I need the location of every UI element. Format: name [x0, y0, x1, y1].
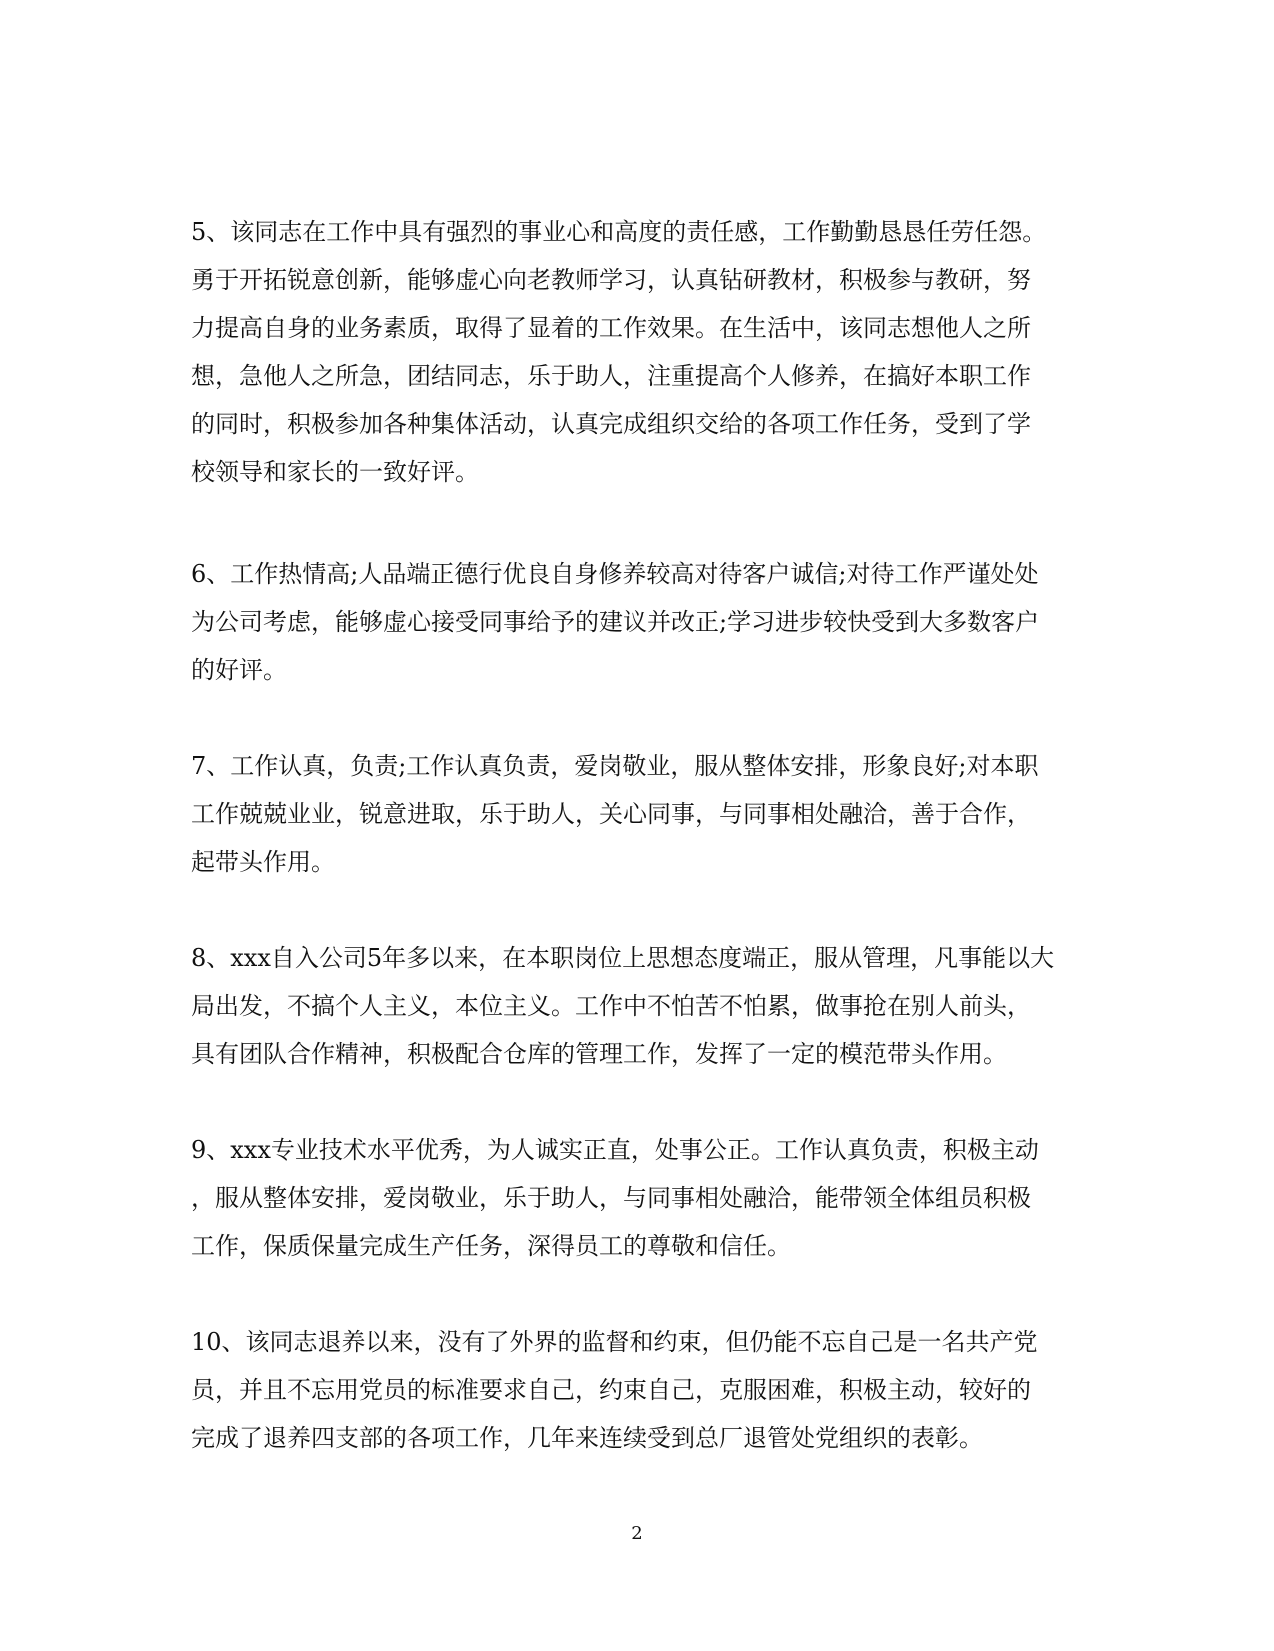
- paragraph-line: 校领导和家长的一致好评。: [191, 458, 479, 486]
- paragraph-line: 10、该同志退养以来，没有了外界的监督和约束，但仍能不忘自己是一名共产党: [191, 1328, 1038, 1356]
- paragraph-line: 局出发，不搞个人主义，本位主义。工作中不怕苦不怕累，做事抢在别人前头，: [191, 992, 1031, 1020]
- page-number: 2: [631, 1523, 643, 1544]
- paragraph-line: 的好评。: [191, 656, 287, 684]
- paragraph-line: 具有团队合作精神，积极配合仓库的管理工作，发挥了一定的模范带头作用。: [191, 1040, 1007, 1068]
- paragraph-line: 7、工作认真，负责;工作认真负责，爱岗敬业，服从整体安排，形象良好;对本职: [191, 752, 1039, 780]
- paragraph-9: [191, 1126, 1083, 1270]
- paragraph-line: 力提高自身的业务素质，取得了显着的工作效果。在生活中，该同志想他人之所: [191, 314, 1031, 342]
- paragraph-line: 工作，保质保量完成生产任务，深得员工的尊敬和信任。: [191, 1232, 791, 1260]
- paragraph-6: [191, 550, 1083, 694]
- paragraph-line: 为公司考虑，能够虚心接受同事给予的建议并改正;学习进步较快受到大多数客户: [191, 608, 1040, 636]
- paragraph-5: [191, 208, 1083, 496]
- paragraph-line: 想，急他人之所急，团结同志，乐于助人，注重提高个人修养，在搞好本职工作: [191, 362, 1031, 390]
- paragraph-line: 员，并且不忘用党员的标准要求自己，约束自己，克服困难，积极主动，较好的: [191, 1376, 1031, 1404]
- paragraph-line: 8、xxx自入公司5年多以来，在本职岗位上思想态度端正，服从管理，凡事能以大: [191, 944, 1055, 972]
- paragraph-line: 完成了退养四支部的各项工作，几年来连续受到总厂退管处党组织的表彰。: [191, 1424, 983, 1452]
- paragraph-line: ，服从整体安排，爱岗敬业，乐于助人，与同事相处融洽，能带领全体组员积极: [191, 1184, 1031, 1212]
- paragraph-line: 勇于开拓锐意创新，能够虚心向老教师学习，认真钻研教材，积极参与教研，努: [191, 266, 1031, 294]
- paragraph-line: 起带头作用。: [191, 848, 335, 876]
- paragraph-10: [191, 1318, 1083, 1462]
- paragraph-line: 6、工作热情高;人品端正德行优良自身修养较高对待客户诚信;对待工作严谨处处: [191, 560, 1039, 588]
- paragraph-8: [191, 934, 1083, 1078]
- paragraph-line: 9、xxx专业技术水平优秀，为人诚实正直，处事公正。工作认真负责，积极主动: [191, 1136, 1039, 1164]
- paragraph-line: 5、该同志在工作中具有强烈的事业心和高度的责任感，工作勤勤恳恳任劳任怨。: [191, 218, 1047, 246]
- paragraph-7: [191, 742, 1083, 886]
- paragraph-line: 的同时，积极参加各种集体活动，认真完成组织交给的各项工作任务，受到了学: [191, 410, 1031, 438]
- paragraph-line: 工作兢兢业业，锐意进取，乐于助人，关心同事，与同事相处融洽，善于合作，: [191, 800, 1031, 828]
